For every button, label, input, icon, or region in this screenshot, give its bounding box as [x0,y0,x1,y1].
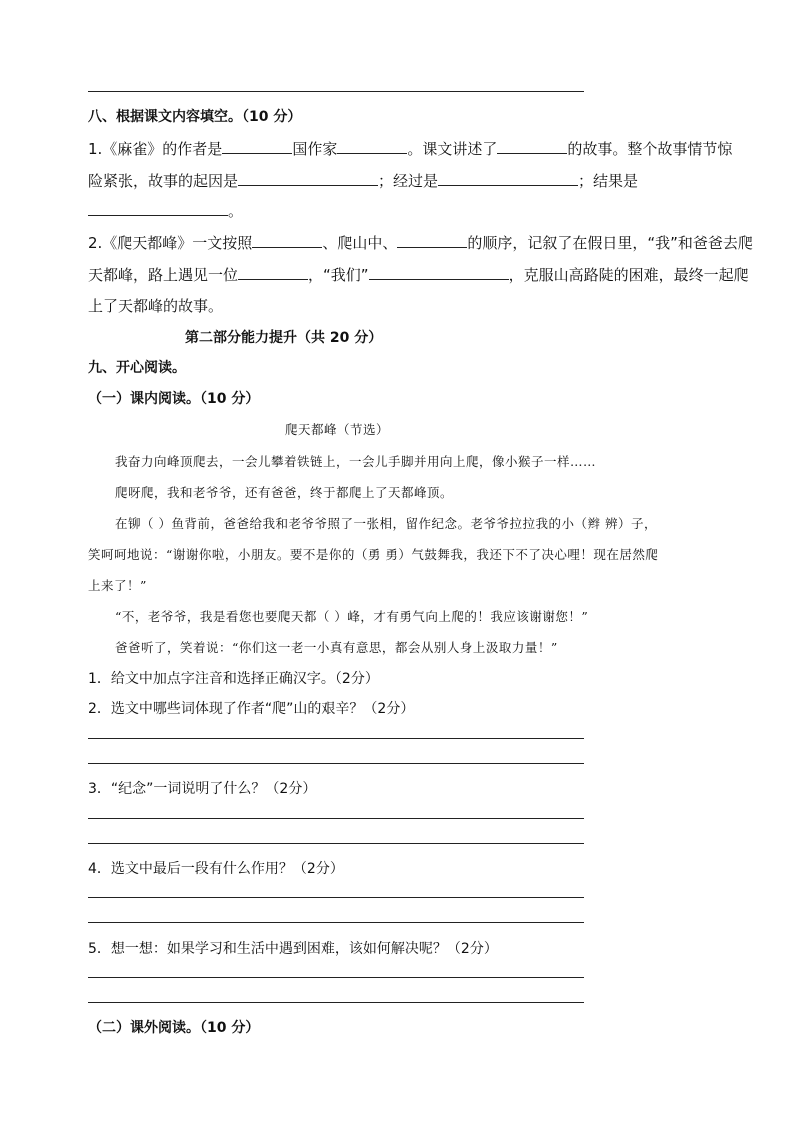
text: 的故事。整个故事情节惊 [567,140,733,158]
question-9-3: 3．“纪念”一词说明了什么？（2分） [88,781,317,797]
text: 。 [228,202,244,220]
subsection-1-heading: （一）课内阅读。（10 分） [88,391,260,407]
fill-blank[interactable] [397,233,467,248]
section-8-heading: 八、根据课文内容填空。（10 分） [88,109,302,125]
passage-paragraph-3-line-3: 上来了！” [88,578,147,593]
text: 天都峰，路上遇见一位 [88,266,239,284]
text: 、爬山中、 [322,234,398,252]
passage-paragraph-4: “不，老爷爷，我是看您也要爬天都（ ）峰，才有勇气向上爬的！我应该谢谢您！” [115,609,589,624]
question-9-4: 4．选文中最后一段有什么作用？（2分） [88,861,344,877]
answer-line[interactable] [88,1002,584,1003]
question-8-2-line-1 [88,232,753,253]
answer-line[interactable] [88,843,584,844]
question-8-2-line-3: 上了天都峰的故事。 [88,297,224,315]
answer-line[interactable] [88,897,584,898]
part-2-heading: 第二部分能力提升（共 20 分） [185,330,383,346]
text: 险紧张，故事的起因是 [88,172,239,190]
text: 国作家 [292,140,338,158]
fill-blank[interactable] [497,139,567,154]
text: 的顺序，记叙了在假日里，“我”和爸爸去爬 [467,234,753,252]
fill-blank[interactable] [438,171,578,186]
answer-line[interactable] [88,977,584,978]
text: ，“我们” [308,266,369,284]
question-8-2-line-2 [88,264,749,285]
passage-paragraph-1: 我奋力向峰顶爬去，一会儿攀着铁链上，一会儿手脚并用向上爬，像小猴子一样…… [115,454,597,469]
text: 1.《麻雀》的作者是 [88,140,223,158]
passage-title: 爬天都峰（节选） [285,422,390,437]
answer-line[interactable] [88,738,584,739]
text: 2.《爬天都峰》一文按照 [88,234,253,252]
text: 。课文讲述了 [407,140,498,158]
text: ；经过是 [378,172,439,190]
section-9-heading: 九、开心阅读。 [88,360,186,376]
passage-paragraph-5: 爸爸听了，笑着说：“你们这一老一小真有意思，都会从别人身上汲取力量！” [115,640,558,655]
passage-paragraph-2: 爬呀爬，我和老爷爷，还有爸爸，终于都爬上了天都峰顶。 [115,485,454,500]
fill-blank[interactable] [222,139,292,154]
answer-line[interactable] [88,763,584,764]
passage-paragraph-3-line-1: 在铆（ ）鱼背前，爸爸给我和老爷爷照了一张相，留作纪念。老爷爷拉拉我的小（辫 辨）子， [115,516,657,531]
fill-blank[interactable] [88,201,228,216]
answer-line [88,91,584,92]
text: ，克服山高路陡的困难，最终一起爬 [508,266,749,284]
question-8-1-line-1 [88,138,732,159]
fill-blank[interactable] [238,265,308,280]
answer-line[interactable] [88,818,584,819]
fill-blank[interactable] [369,265,509,280]
question-8-1-line-3 [88,200,243,221]
question-9-2: 2．选文中哪些词体现了作者“爬”山的艰辛？（2分） [88,701,415,717]
subsection-2-heading: （二）课外阅读。（10 分） [88,1020,260,1036]
question-9-1: 1．给文中加点字注音和选择正确汉字。（2分） [88,671,379,687]
fill-blank[interactable] [337,139,407,154]
question-8-1-line-2 [88,170,638,191]
question-9-5: 5．想一想：如果学习和生活中遇到困难，该如何解决呢？（2分） [88,941,498,957]
passage-paragraph-3-line-2: 笑呵呵地说：“谢谢你啦，小朋友。要不是你的（勇 勇）气鼓舞我，我还下不了决心哩！现在居然爬 [88,547,659,562]
text: ；结果是 [578,172,639,190]
fill-blank[interactable] [252,233,322,248]
fill-blank[interactable] [238,171,378,186]
answer-line[interactable] [88,922,584,923]
